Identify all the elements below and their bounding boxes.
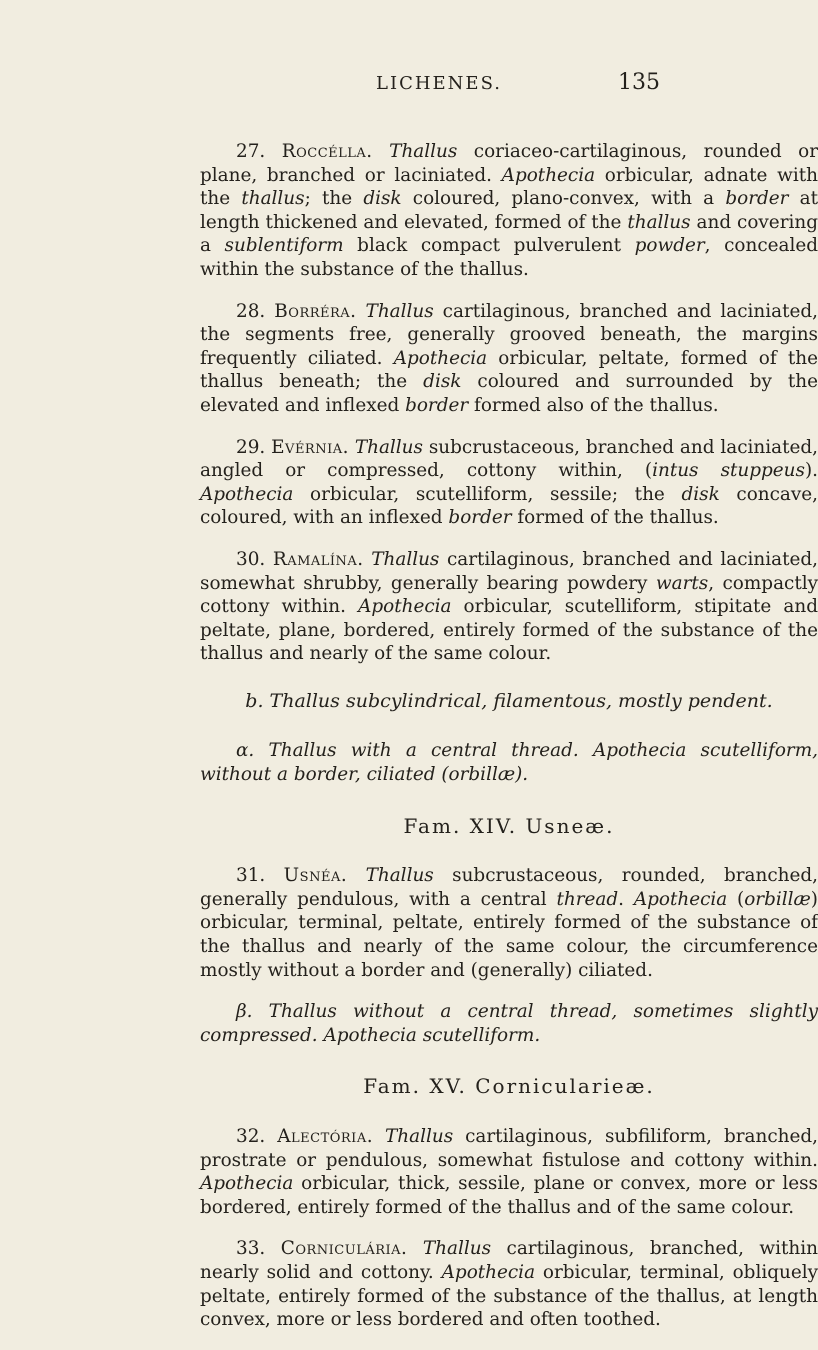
page-header (200, 70, 660, 95)
running-head: LICHENES. (376, 73, 502, 94)
entry-28: 28. Borréra. Thallus cartilaginous, branched and laciniated, the segments free, generally grooved beneath, the margins frequently ciliated. Apothecia orbicular, peltate, formed of the thallus beneath; the disk coloured and surrounded by the elevated and inflexed border formed also of the thallus. (200, 300, 818, 416)
entry-27: 27. Roccélla. Thallus coriaceo-cartilaginous, rounded or plane, branched or laciniated. Apothecia orbicular, adnate with the thallus; the disk coloured, plano-convex, with a border at length thickened and elevated, formed of the thallus and covering a sublentiform black compact pulverulent powder, concealed within the substance of the thallus. (200, 141, 818, 280)
entry-number: 33. (236, 1238, 266, 1260)
entry-number: 29. (236, 436, 266, 458)
entry-31: 31. Usnéa. Thallus subcrustaceous, rounded, branched, generally pendulous, with a central thread. Apothecia (orbillæ) orbicular, terminal, peltate, entirely formed of the substance of the thallus and nearly of the same colour, the circumference mostly without a border and (generally) ciliated. (200, 865, 818, 981)
genus-name: Borréra. (274, 300, 357, 322)
entry-29: 29. Evérnia. Thallus subcrustaceous, branched and laciniated, angled or compressed, cottony within, (intus stuppeus). Apothecia orbicular, scutelliform, sessile; the disk concave, coloured, with an inflexed border formed of the thallus. (200, 436, 818, 529)
genus-name: Evérnia. (271, 436, 349, 458)
page-number: 135 (618, 70, 660, 95)
entry-number: 30. (236, 548, 266, 570)
entry-30: 30. Ramalína. Thallus cartilaginous, branched and laciniated, somewhat shrubby, generally bearing powdery warts, compactly cottony within. Apothecia orbicular, scutelliform, stipitate and peltate, plane, bordered, entirely formed of the substance of the thallus and nearly of the same colour. (200, 548, 818, 665)
entry-32: 32. Alectória. Thallus cartilaginous, subfiliform, branched, prostrate or pendulous, somewhat fistulose and cottony within. Apothecia orbicular, thick, sessile, plane or convex, more or less bordered, entirely formed of the thallus and of the same colour. (200, 1126, 818, 1218)
entry-number: 27. (236, 141, 266, 162)
family-heading-xiv: Fam. XIV. Usneæ. (403, 813, 615, 838)
subsection-heading-b: b. Thallus subcylindrical, filamentous, mostly pendent. (245, 689, 773, 712)
genus-name: Corniculária. (280, 1238, 408, 1260)
family-heading-xv: Fam. XV. Cornicularieæ. (363, 1074, 655, 1099)
subsection-beta: β. Thallus without a central thread, sometimes slightly compressed. Apothecia scutelliform. (200, 1001, 818, 1046)
entry-33: 33. Corniculária. Thallus cartilaginous, branched, within nearly solid and cottony. Apothecia orbicular, terminal, obliquely peltate, entirely formed of the substance of the thallus, at length convex, more or less bordered and often toothed. (200, 1238, 818, 1331)
entry-number: 31. (236, 865, 266, 887)
body-text (200, 140, 818, 1350)
subsection-alpha: α. Thallus with a central thread. Apothecia scutelliform, without a border, ciliated (orbillæ). (200, 740, 818, 786)
genus-name: Usnéa. (283, 865, 348, 887)
genus-name: Roccélla. (281, 141, 373, 162)
genus-name: Ramalína. (272, 548, 364, 570)
entry-number: 32. (236, 1126, 266, 1147)
genus-name: Alectória. (277, 1126, 374, 1147)
entry-number: 28. (236, 300, 266, 322)
